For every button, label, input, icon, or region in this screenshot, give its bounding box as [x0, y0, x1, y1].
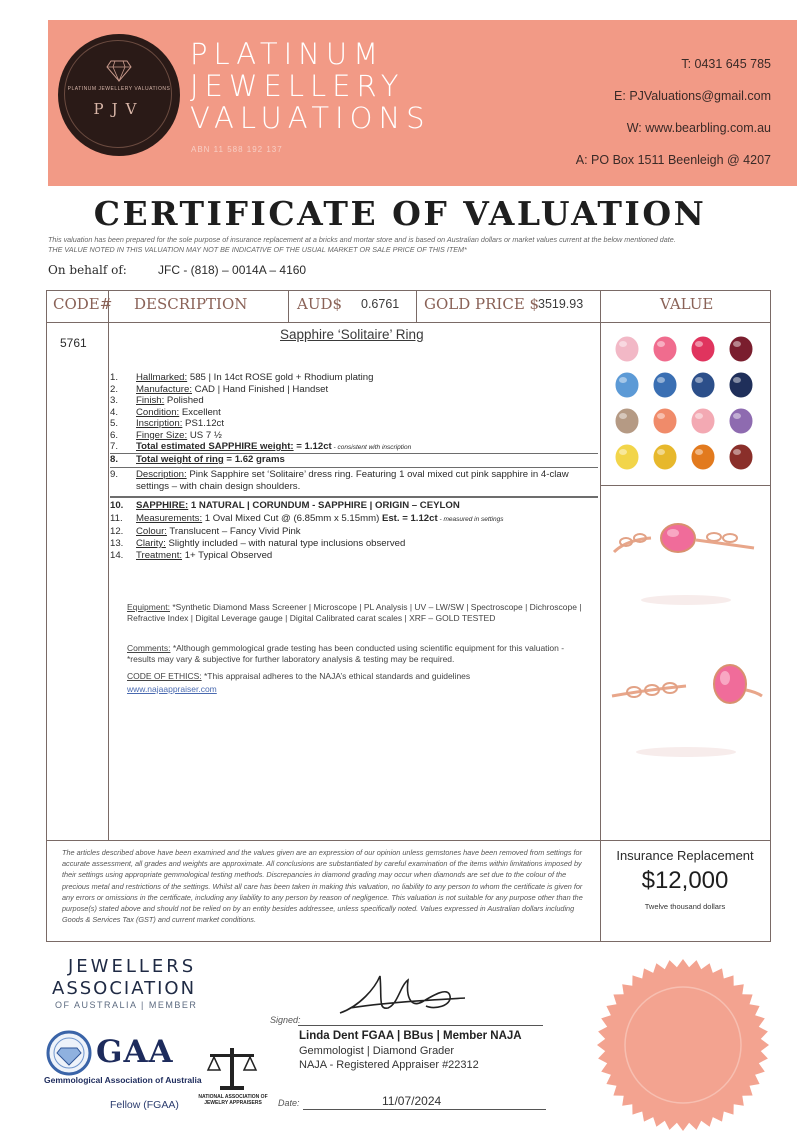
list-item-value: 585 | In 14ct ROSE gold + Rhodium plating [187, 372, 374, 383]
list-item-label: Clarity: [136, 538, 166, 549]
gemstone-highlight [695, 377, 703, 383]
list-item-value: Translucent – Fancy Vivid Pink [166, 526, 301, 537]
insurance-label: Insurance Replacement [616, 848, 754, 863]
list-item-label: Finish: [136, 395, 165, 406]
certificate-title: CERTIFICATE OF VALUATION [93, 194, 707, 233]
list-item-text [136, 430, 222, 442]
list-item-number: 13. [110, 538, 124, 549]
equipment-notes: Equipment: *Synthetic Diamond Mass Screener | Microscope | PL Analysis | UV – LW/SW | Spectroscope | Dichroscope | Refractive Index | Digital Leverage gauge | Digital Calibrated carat scales | XRF – GOLD TESTED [127, 602, 582, 623]
contact-address: A: PO Box 1511 Beenleigh @ 4207 [575, 153, 771, 167]
insurance-value: $12,000 [641, 867, 729, 894]
gemstone-swatch [691, 408, 715, 434]
gemstone-swatch [729, 336, 753, 362]
gemstone-swatch [653, 408, 677, 434]
list-item-number: 1. [110, 372, 119, 383]
logo-initials: PJV [93, 100, 145, 118]
signed-label: Signed: [270, 1015, 301, 1025]
signature-line [298, 1025, 543, 1026]
gemstone-highlight [733, 449, 741, 455]
logo-ring [64, 40, 172, 148]
ethics-notes: CODE OF ETHICS: *This appraisal adheres to the NAJA’s ethical standards and guidelines [127, 671, 471, 681]
handwritten-signature [330, 968, 470, 1026]
disclaimer-line-1: This valuation has been prepared for the sole purpose of insurance replacement at a bricks and mortar store and is based on Australian dollars or market values current at the below mentioned date. [48, 235, 676, 244]
column-divider [416, 291, 417, 322]
gemstone-highlight [619, 413, 627, 419]
list-item-label: Manufacture: [136, 383, 192, 395]
header-aud: AUD$ [297, 295, 343, 313]
gemstone-highlight [733, 377, 741, 383]
naja-link-row [127, 684, 587, 695]
header-code: CODE# [53, 295, 113, 313]
list-item-label: Colour: [136, 526, 167, 537]
item-code: 5761 [60, 336, 87, 350]
ring-photo-top [614, 524, 754, 605]
abn-number: ABN 11 588 192 137 [191, 145, 283, 154]
list-item-value: 1+ Typical Observed [182, 550, 273, 561]
gaa-full-name: Gemmological Association of Australia [44, 1075, 202, 1085]
legal-row-divider [47, 840, 770, 841]
ring-photo-bottom [612, 665, 762, 757]
naja-scales-icon [204, 1044, 260, 1092]
sapphire-colour-swatches [601, 323, 770, 484]
gemstone-swatch [615, 336, 639, 362]
gemstone-highlight [733, 341, 741, 347]
gemstone-highlight [657, 449, 665, 455]
gemstone-highlight [657, 341, 665, 347]
list-item-value: Slightly included – with natural type inclusions observed [165, 538, 406, 549]
legal-disclaimer: The articles described above have been examined and the values given are an expression of our opinion unless gemstones have been removed from settings for accurate assessment, all grades and weights are approximate. All conclusions are substantiated by careful examination of the items within limitations imposed by their settings using appropriate gemmological testing methods. Discrepancies in diamond grading may occur when diamonds are set due to the colour of the precious metal and restrictions of the settings. Whilst all care has been taken in making this valuation, no liability to any person to whom the certificate is given for any errors or omissions in the certificate, including any liability to any person by reason of negligence. This valuation is not suitable for any purpose other than the purpose(s) stated above and should not be relied on by an entity besides addressee, unless specifically noted. Values expressed in Australian dollars including Goods & Services Tax (GST) and current market conditions. [62, 848, 583, 925]
official-seal [590, 952, 776, 1131]
logo-caption: PLATINUM JEWELLERY VALUATIONS [67, 86, 171, 92]
gemstone-highlight [657, 377, 665, 383]
gemstone-highlight [695, 341, 703, 347]
list-item-number: 6. [110, 429, 119, 441]
valuation-disclaimer [48, 235, 788, 255]
signer-registration: NAJA - Registered Appraiser #22312 [299, 1059, 479, 1071]
column-divider [108, 291, 109, 840]
column-divider [288, 291, 289, 322]
list-item-value: CAD | Hand Finished | Handset [192, 383, 329, 395]
gemstone-swatch [615, 444, 639, 470]
disclaimer-line-2: THE VALUE NOTED IN THIS VALUATION MAY NOT BE INDICATIVE OF THE USUAL MARKET OR SALE PRICE OF THIS ITEM* [48, 245, 467, 254]
list-item-label: Finger Size: [136, 429, 188, 441]
seal-starburst [597, 959, 769, 1131]
item-title: Sapphire ‘Solitaire’ Ring [280, 327, 424, 342]
list-item-text [136, 538, 405, 550]
brand-name [190, 38, 431, 134]
list-item-text [136, 418, 224, 430]
gemstone-swatch [653, 444, 677, 470]
gemstone-swatch [653, 372, 677, 398]
company-logo [58, 34, 180, 156]
diamond-icon [106, 60, 132, 82]
gemstone-swatch [729, 372, 753, 398]
gemstone-highlight [733, 413, 741, 419]
gemstone-swatch [729, 408, 753, 434]
gemstone-highlight [657, 413, 665, 419]
contact-phone: T: 0431 645 785 [681, 57, 771, 71]
gemstone-highlight [619, 449, 627, 455]
gemstone-swatch [691, 444, 715, 470]
brand-line-2: JEWELLERY [190, 69, 405, 103]
gemstone-highlight [695, 413, 703, 419]
gemstone-swatch [691, 372, 715, 398]
list-item-number: 5. [110, 418, 119, 429]
list-item-text [136, 395, 204, 407]
list-item-number: 2. [110, 383, 119, 395]
header-description: DESCRIPTION [134, 295, 248, 313]
signer-name: Linda Dent FGAA | BBus | Member NAJA [299, 1030, 522, 1042]
gemstone-swatch [729, 444, 753, 470]
gemstone-swatch [615, 372, 639, 398]
ring-photos [606, 500, 766, 820]
list-item-text [136, 384, 328, 396]
brand-line-1: PLATINUM [190, 37, 385, 71]
letterhead-banner [48, 20, 797, 186]
gemstone-highlight [619, 377, 627, 383]
value-panel-divider [601, 485, 770, 486]
fellow-designation: Fellow (FGAA) [110, 1099, 179, 1111]
gemstone-swatch [691, 336, 715, 362]
date-label: Date: [278, 1098, 300, 1108]
on-behalf-value: JFC - (818) – 0014A – 4160 [158, 263, 307, 277]
item-details-list: 1. Hallmarked: 585 | In 14ct ROSE gold + Rhodium plating 2. Manufacture: CAD | Hand Finished | Handset 3. Finish: Polished 4. Condition: Excellent 5. Inscription: PS1.12ct 6. Finger Size: US 7 ½ 7. Total estimated SAPPHIRE weight: = 1.12ct - consistent with inscription 8. Total weight of ring = 1.62 grams 9. Description: Pink Sapphire set ‘Solitaire’ dress ring. Featuring 1 oval mixed cut pink sapphire in 4-claw settings – with chain design shoulders. 10. SAPPHIRE: 1 NATURAL | CORUNDUM - SAPPHIRE | ORIGIN – CEYLON 11. Measurements: 1 Oval Mixed Cut @ (6.85mm x 5.15mm) Est. = 1.12ct - measured in settings 12. Colour: Translucent – Fancy Vivid Pink 13. Clarity: Slightly included – with natural type inclusions observed 14. Treatment: 1+ Typical Observed [110, 372, 598, 602]
brand-line-3: VALUATIONS [190, 101, 431, 135]
list-item-label: Treatment: [136, 550, 183, 561]
gaa-logo-text: GAA [96, 1034, 174, 1070]
list-item-value: PS1.12ct [182, 418, 224, 429]
list-item-number: 12. [110, 526, 124, 537]
aud-rate: 0.6761 [361, 297, 400, 311]
list-item-value: US 7 ½ [187, 429, 222, 441]
list-item-label: Condition: [136, 406, 180, 418]
naja-logo-text: NATIONAL ASSOCIATION OF JEWELRY APPRAISERS [198, 1094, 268, 1106]
date-value: 11/07/2024 [382, 1094, 442, 1108]
gemstone-swatch [653, 336, 677, 362]
header-gold-price: GOLD PRICE $ [424, 295, 540, 313]
list-item-text [136, 550, 272, 562]
ja-logo-line-1: JEWELLERS [68, 956, 197, 977]
gold-price-value: 3519.93 [538, 297, 584, 311]
naja-website-link[interactable]: www.najaappraiser.com [127, 684, 217, 694]
list-item-number: 3. [110, 395, 119, 406]
list-item-text [136, 407, 221, 419]
gaa-emblem-icon [46, 1030, 92, 1076]
gemstone-swatch [615, 408, 639, 434]
list-item-value: Excellent [179, 406, 221, 418]
list-item-number: 4. [110, 406, 119, 418]
comments-notes: Comments: *Although gemmological grade testing has been conducted using scientific equipment for this valuation - *results may vary & subjective for further laboratory analysis & testing may be required. [127, 643, 565, 664]
list-item-text [136, 372, 373, 384]
list-item-text [136, 526, 301, 538]
gemstone-highlight [619, 341, 627, 347]
header-value: VALUE [660, 295, 714, 313]
gemstone-highlight [695, 449, 703, 455]
list-item-number: 14. [110, 550, 124, 561]
list-item-label: Hallmarked: [136, 372, 188, 383]
date-line [303, 1109, 546, 1110]
ja-logo-line-3: OF AUSTRALIA | MEMBER [55, 1000, 198, 1010]
list-item-value: Polished [164, 395, 204, 406]
contact-email: E: PJValuations@gmail.com [614, 89, 771, 103]
ja-logo-line-2: ASSOCIATION [52, 978, 197, 999]
signer-title: Gemmologist | Diamond Grader [299, 1045, 455, 1057]
contact-web: W: www.bearbling.com.au [626, 121, 771, 135]
list-item-label: Inscription: [136, 418, 183, 429]
row-separator [110, 496, 598, 498]
row-separator [110, 467, 598, 468]
insurance-value-words: Twelve thousand dollars [644, 902, 726, 911]
on-behalf-label: On behalf of: [48, 263, 127, 277]
